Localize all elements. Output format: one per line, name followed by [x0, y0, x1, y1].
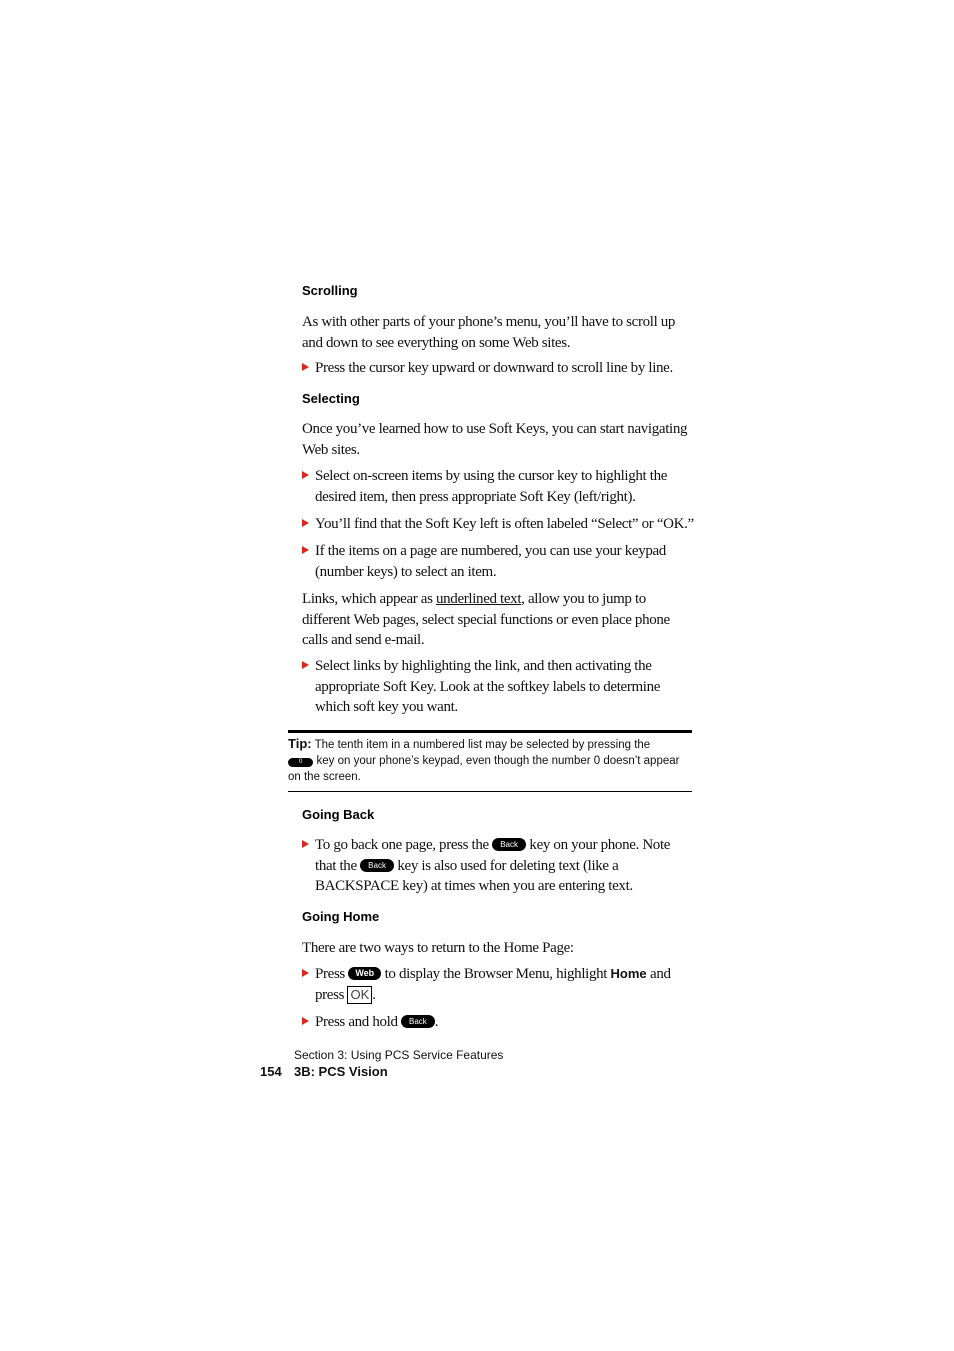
footer-chapter-title: 3B: PCS Vision [294, 1064, 388, 1079]
page-number: 154 [260, 1064, 282, 1079]
section-heading-going-home: Going Home [302, 909, 380, 924]
bullet-arrow-icon [302, 471, 309, 479]
bullet-arrow-icon [302, 840, 309, 848]
scrolling-bullet-1: Press the cursor key upward or downward to scroll line by line. [302, 358, 694, 379]
selecting-paragraph: Once you’ve learned how to use Soft Keys, you can start navigating Web sites. [302, 421, 688, 458]
zero-key-icon: 0 [288, 758, 313, 767]
scrolling-paragraph: As with other parts of your phone’s menu, you’ll have to scroll up and down to see everything on some Web sites. [302, 314, 676, 351]
selecting-bullet-1: Select on-screen items by using the cursor key to highlight the desired item, then press appropriate Soft Key (left/right). [302, 466, 694, 507]
section-heading-scrolling: Scrolling [302, 283, 358, 298]
tip-divider-bottom [288, 791, 692, 792]
selecting-bullet-4: Select links by highlighting the link, and then activating the appropriate Soft Key. Look at the softkey labels to determine which soft key you want. [302, 656, 694, 718]
underlined-text-example: underlined text [436, 591, 522, 607]
bullet-arrow-icon [302, 661, 309, 669]
selecting-bullet-3: If the items on a page are numbered, you can use your keypad (number keys) to select an item. [302, 541, 694, 582]
back-key-icon: Back [492, 838, 526, 851]
going-home-bullet-1: Press Web to display the Browser Menu, highlight Home and press OK . [302, 964, 694, 1005]
web-key-icon: Web [348, 967, 381, 980]
tip-divider-top [288, 730, 692, 733]
back-key-icon: Back [401, 1015, 435, 1028]
selecting-bullet-2: You’ll find that the Soft Key left is often labeled “Select” or “OK.” [302, 514, 694, 535]
links-paragraph: Links, which appear as underlined text, allow you to jump to different Web pages, select special functions or even place phone calls and send e-mail. [302, 591, 670, 648]
tip-box: Tip: The tenth item in a numbered list may be selected by pressing the 0 key on your phone’s keypad, even though the number 0 doesn’t appear on the screen. [288, 736, 680, 783]
bullet-arrow-icon [302, 969, 309, 977]
home-menu-label: Home [610, 966, 647, 981]
going-back-bullet: To go back one page, press the Back key on your phone. Note that the Back key is also used for deleting text (like a BACKSPACE key) at times when you are entering text. [302, 835, 694, 897]
bullet-arrow-icon [302, 1017, 309, 1025]
footer-section-title: Section 3: Using PCS Service Features [294, 1048, 504, 1062]
section-heading-selecting: Selecting [302, 391, 360, 406]
section-heading-going-back: Going Back [302, 807, 375, 822]
going-home-paragraph: There are two ways to return to the Home Page: [302, 940, 574, 956]
back-key-icon: Back [360, 859, 394, 872]
bullet-arrow-icon [302, 546, 309, 554]
tip-label: Tip: [288, 736, 312, 751]
bullet-arrow-icon [302, 519, 309, 527]
ok-key-icon: OK [347, 986, 372, 1004]
bullet-arrow-icon [302, 363, 309, 371]
going-home-bullet-2: Press and hold Back . [302, 1012, 694, 1033]
